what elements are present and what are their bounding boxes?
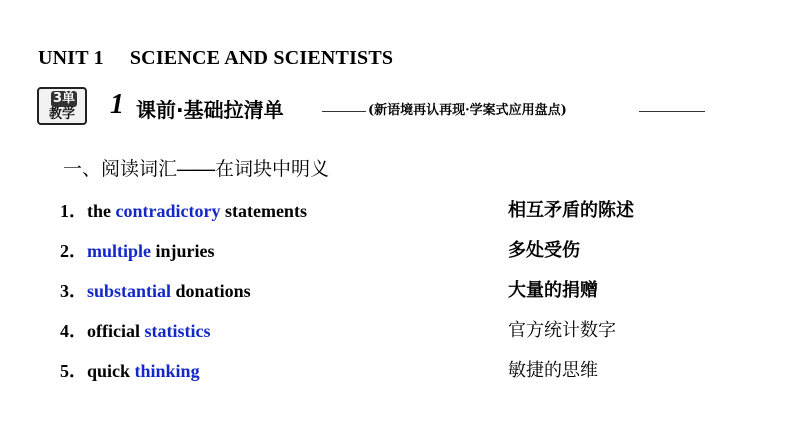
unit-name: SCIENCE AND SCIENTISTS [129, 47, 394, 69]
unit-title [38, 47, 393, 70]
vocab-chinese: 多处受伤 [508, 240, 580, 261]
item-post: statements [220, 201, 307, 221]
section-note: (新语境再认再现·学案式应用盘点) [368, 103, 567, 118]
item-pre: quick [87, 361, 135, 381]
item-number: 3． [60, 281, 87, 301]
vocab-english [60, 278, 251, 304]
item-number: 1． [60, 201, 87, 221]
item-keyword: multiple [87, 241, 152, 261]
heading-part2: 在词块中明义 [215, 158, 330, 180]
vocab-english [60, 198, 307, 224]
item-pre: official [87, 321, 145, 341]
vocab-item [0, 318, 794, 346]
vocab-item [0, 358, 794, 386]
item-keyword: thinking [134, 361, 200, 381]
section-rule-right [639, 111, 705, 112]
item-number: 2． [60, 241, 87, 261]
vocab-chinese: 敏捷的思维 [508, 360, 598, 381]
badge-bottom: 教学 [48, 107, 75, 122]
item-keyword: contradictory [115, 201, 221, 221]
item-pre: the [87, 201, 116, 221]
section-number: 1 [110, 89, 124, 120]
vocab-chinese: 相互矛盾的陈述 [508, 200, 634, 221]
unit-label: UNIT 1 [38, 47, 104, 69]
section-rule-left [322, 111, 366, 112]
item-post: injuries [151, 241, 215, 261]
item-keyword: substantial [87, 281, 172, 301]
vocab-chinese: 官方统计数字 [508, 320, 616, 341]
heading-dash: —— [177, 159, 216, 180]
vocab-item [0, 238, 794, 266]
badge-top: 3单 [52, 91, 76, 106]
vocab-english [60, 358, 200, 384]
item-post: donations [171, 281, 251, 301]
section-title: 课前·基础拉清单 [136, 98, 284, 122]
vocab-item [0, 198, 794, 226]
unit-badge [37, 87, 87, 125]
vocab-heading [63, 156, 329, 183]
vocab-item [0, 278, 794, 306]
vocab-chinese: 大量的捐赠 [508, 280, 598, 301]
vocab-english [60, 318, 210, 344]
heading-part1: 一、阅读词汇 [63, 158, 178, 180]
item-number: 5． [60, 361, 87, 381]
item-number: 4． [60, 321, 87, 341]
vocab-english [60, 238, 215, 264]
item-keyword: statistics [144, 321, 211, 341]
